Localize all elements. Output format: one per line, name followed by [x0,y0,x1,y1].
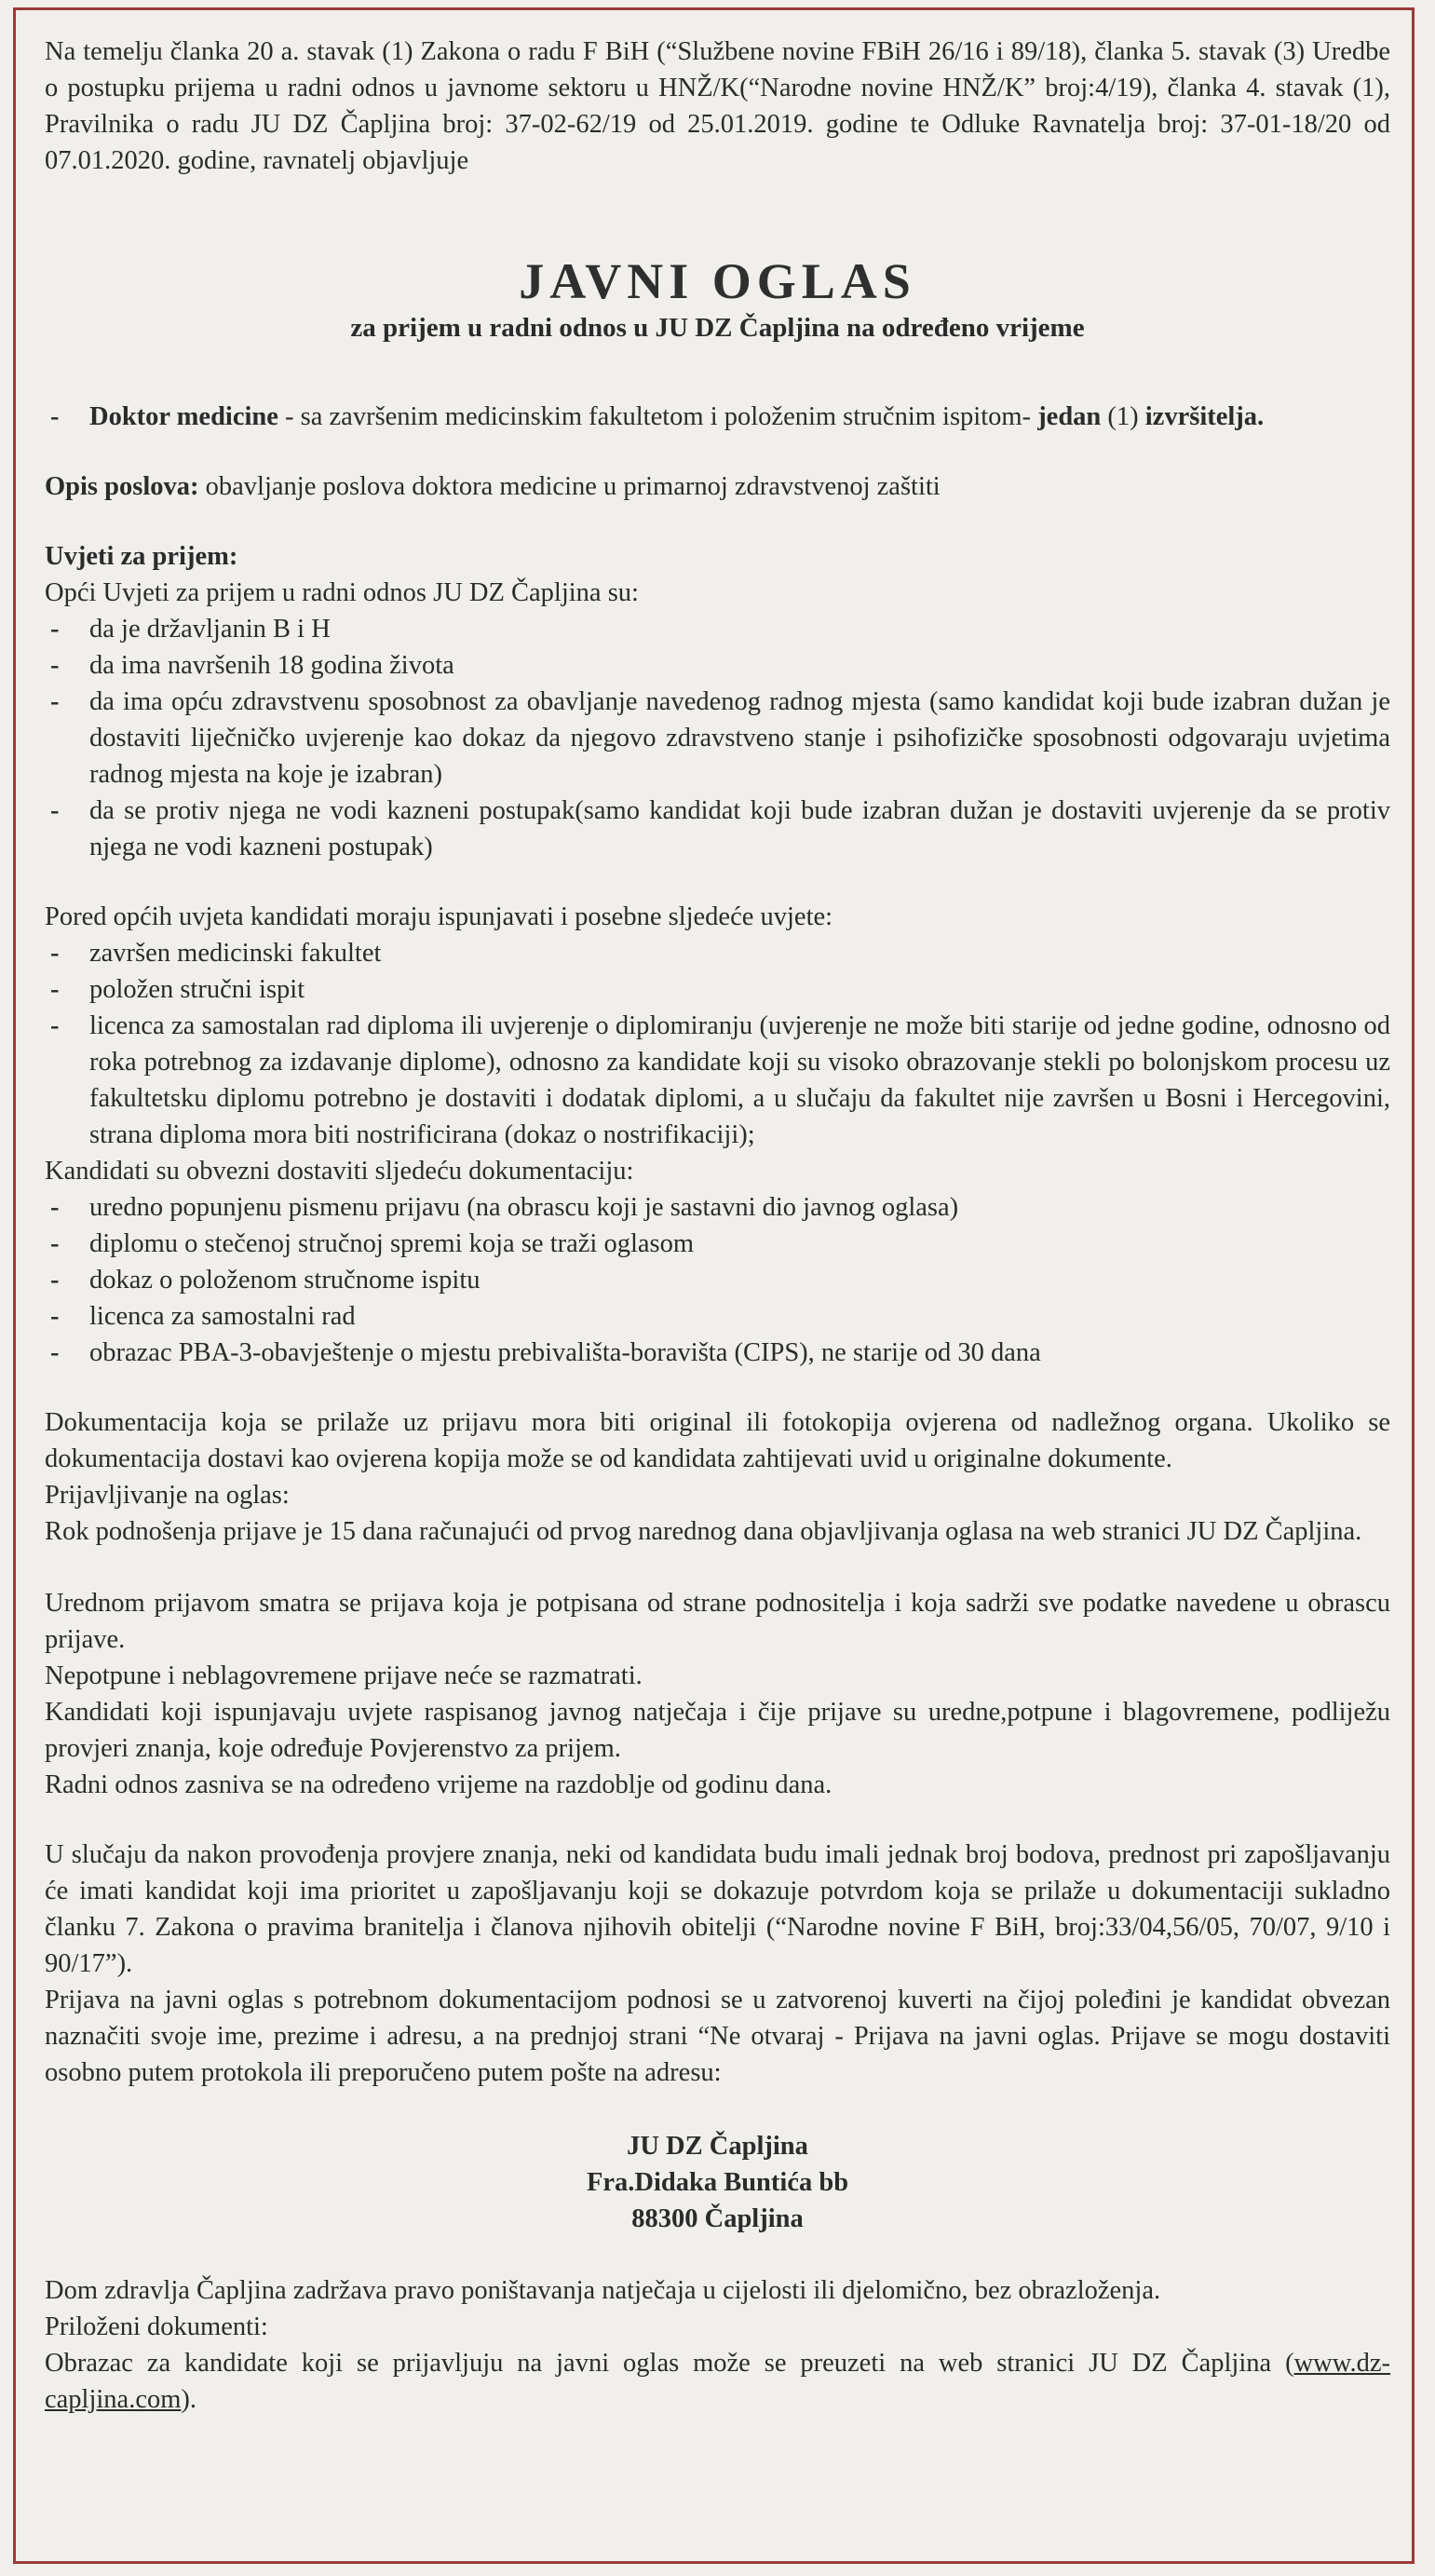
deadline-paragraph: Rok podnošenja prijave je 15 dana računajući od prvog narednog dana objavljivanja oglasa na web stranici JU DZ Čapljina. [45,1517,1362,1546]
list-item: - položen stručni ispit [45,971,1390,1008]
form-paragraph [45,2345,1390,2418]
documents-intro: Kandidati su obvezni dostaviti sljedeću dokumentaciju: [45,1157,634,1186]
website-link[interactable]: www.dz-capljina.com [45,2349,1390,2414]
list-item: - da je državljanin B i H [45,611,1390,647]
documents-list [45,1189,1390,1371]
attached-label: Priloženi dokumenti: [45,2312,268,2341]
term-paragraph: Radni odnos zasniva se na određeno vrijeme na razdoblje od godinu dana. [45,1770,833,1799]
list-item: - da ima opću zdravstvenu sposobnost za obavljanje navedenog radnog mjesta (samo kandidat koji bude izabran dužan je dostaviti liječničko uvjerenje kao dokaz da njegovo zdravstveno stanje i psihofizičke sposobnosti odgovaraju uvjetima radnog mjesta na koje je izabran) [45,684,1390,793]
invalid-application-paragraph: Nepotpune i neblagovremene prijave neće se razmatrati. [45,1661,643,1690]
position-count-number: (1) [1101,402,1145,431]
special-conditions-intro: Pored općih uvjeta kandidati moraju ispunjavati i posebne sljedeće uvjete: [45,902,833,931]
list-item: - licenca za samostalni rad [45,1298,1390,1335]
document-subtitle: za prijem u radni odnos u JU DZ Čapljina na određeno vrijeme [350,313,1085,343]
list-item: - dokaz o položenom stručnome ispitu [45,1262,1390,1298]
conditions-heading: Uvjeti za prijem: [45,542,238,571]
position-name: Doktor medicine [89,402,278,431]
list-item: - da ima navršenih 18 godina života [45,647,1390,684]
link-paren: ). [181,2385,197,2414]
position-list [45,399,1390,435]
address-line: JU DZ Čapljina [627,2132,808,2161]
list-item: - diplomu o stečenoj stručnoj spremi koja se traži oglasom [45,1226,1390,1262]
position-item [45,399,1390,435]
list-item: - obrazac PBA-3-obavještenje o mjestu prebivališta-boravišta (CIPS), ne starije od 30 dana [45,1335,1390,1371]
list-item: - da se protiv njega ne vodi kazneni postupak(samo kandidat koji bude izabran dužan je dostaviti uvjerenje da se protiv njega ne vodi kazneni postupak) [45,793,1390,865]
general-conditions-list [45,611,1390,865]
submission-paragraph: Prijava na javni oglas s potrebnom dokumentacijom podnosi se u zatvorenoj kuverti na čijoj poleđini je kandidat obvezan naznačiti svoje ime, prezime i adresu, a na prednjoj strani “Ne otvaraj - Prijava na javni oglas. Prijave se mogu dostaviti osobno putem protokola ili preporučeno putem pošte na adresu: [45,1986,1390,2087]
priority-paragraph: U slučaju da nakon provođenja provjere znanja, neki od kandidata budu imali jednak broj bodova, prednost pri zapošljavanju će imati kandidat koji ima prioritet u zapošljavanju koji se dokazuje potvrdom koja se prilaže u dokumentaciji sukladno članku 7. Zakona o pravima branitelja i članova njihovih obitelji (“Narodne novine F BiH, broj:33/04,56/05, 70/07, 9/10 i 90/17”). [45,1840,1390,1978]
knowledge-check-paragraph: Kandidati koji ispunjavaju uvjete raspisanog javnog natječaja i čije prijave su uredne,potpune i blagovremene, podliježu provjeri znanja, koje određuje Povjerenstvo za prijem. [45,1698,1390,1763]
duties-paragraph [45,468,1390,505]
document-title: JAVNI OGLAS [519,253,916,309]
link-paren: ( [1285,2349,1294,2378]
documentation-paragraph: Dokumentacija koja se prilaže uz prijavu mora biti original ili fotokopija ovjerena od nadležnog organa. Ukoliko se dokumentacija dostavi kao ovjerena kopija može se od kandidata zahtijevati uvid u originalne dokumente. [45,1408,1390,1473]
special-conditions-list [45,935,1390,1153]
address-block [45,2128,1390,2237]
general-conditions-intro: Opći Uvjeti za prijem u radni odnos JU DZ Čapljina su: [45,578,639,607]
apply-label: Prijavljivanje na oglas: [45,1481,290,1510]
valid-application-paragraph: Urednom prijavom smatra se prijava koja je potpisana od strane podnositelja i koja sadrži sve podatke navedene u obrascu prijave. [45,1589,1390,1654]
list-item: - licenca za samostalan rad diploma ili uvjerenje o diplomiranju (uvjerenje ne može biti starije od jedne godine, odnosno od roka potrebnog za izdavanje diplome), odnosno za kandidate koji su visoko obrazovanje stekli po bolonjskom procesu uz fakultetsku diplomu potrebno je dostaviti i dodatak diplomi, a u slučaju da fakultet nije završen u Bosni i Hercegovini, strana diploma mora biti nostrificirana (dokaz o nostrifikaciji); [45,1008,1390,1153]
duties-label: Opis poslova: [45,472,199,501]
position-count-end: izvršitelja. [1144,402,1265,431]
position-requirement: - sa završenim medicinskim fakultetom i položenim stručnim ispitom- [278,402,1038,431]
list-item: - uredno popunjenu pismenu prijavu (na obrascu koji je sastavni dio javnog oglasa) [45,1189,1390,1226]
list-item: - završen medicinski fakultet [45,935,1390,971]
announcement-document [45,34,1390,2418]
form-text: Obrazac za kandidate koji se prijavljuju na javni oglas može se preuzeti na web stranici JU DZ Čapljina [45,2349,1272,2378]
cancel-right-paragraph: Dom zdravlja Čapljina zadržava pravo poništavanja natječaja u cijelosti ili djelomično, bez obrazloženja. [45,2276,1161,2305]
intro-paragraph: Na temelju članka 20 a. stavak (1) Zakona o radu F BiH (“Službene novine FBiH 26/16 i 89/18), članka 5. stavak (3) Uredbe o postupku prijema u radni odnos u javnome sektoru u HNŽ/K(“Narodne novine HNŽ/K” broj:4/19), članka 4. stavak (1), Pravilnika o radu JU DZ Čapljina broj: 37-02-62/19 od 25.01.2019. godine te Odluke Ravnatelja broj: 37-01-18/20 od 07.01.2020. godine, ravnatelj objavljuje [45,37,1390,175]
address-line: Fra.Didaka Buntića bb [586,2168,849,2197]
duties-text: obavljanje poslova doktora medicine u primarnoj zdravstvenoj zaštiti [198,472,941,501]
address-line: 88300 Čapljina [631,2204,804,2233]
position-count: jedan [1037,402,1102,431]
